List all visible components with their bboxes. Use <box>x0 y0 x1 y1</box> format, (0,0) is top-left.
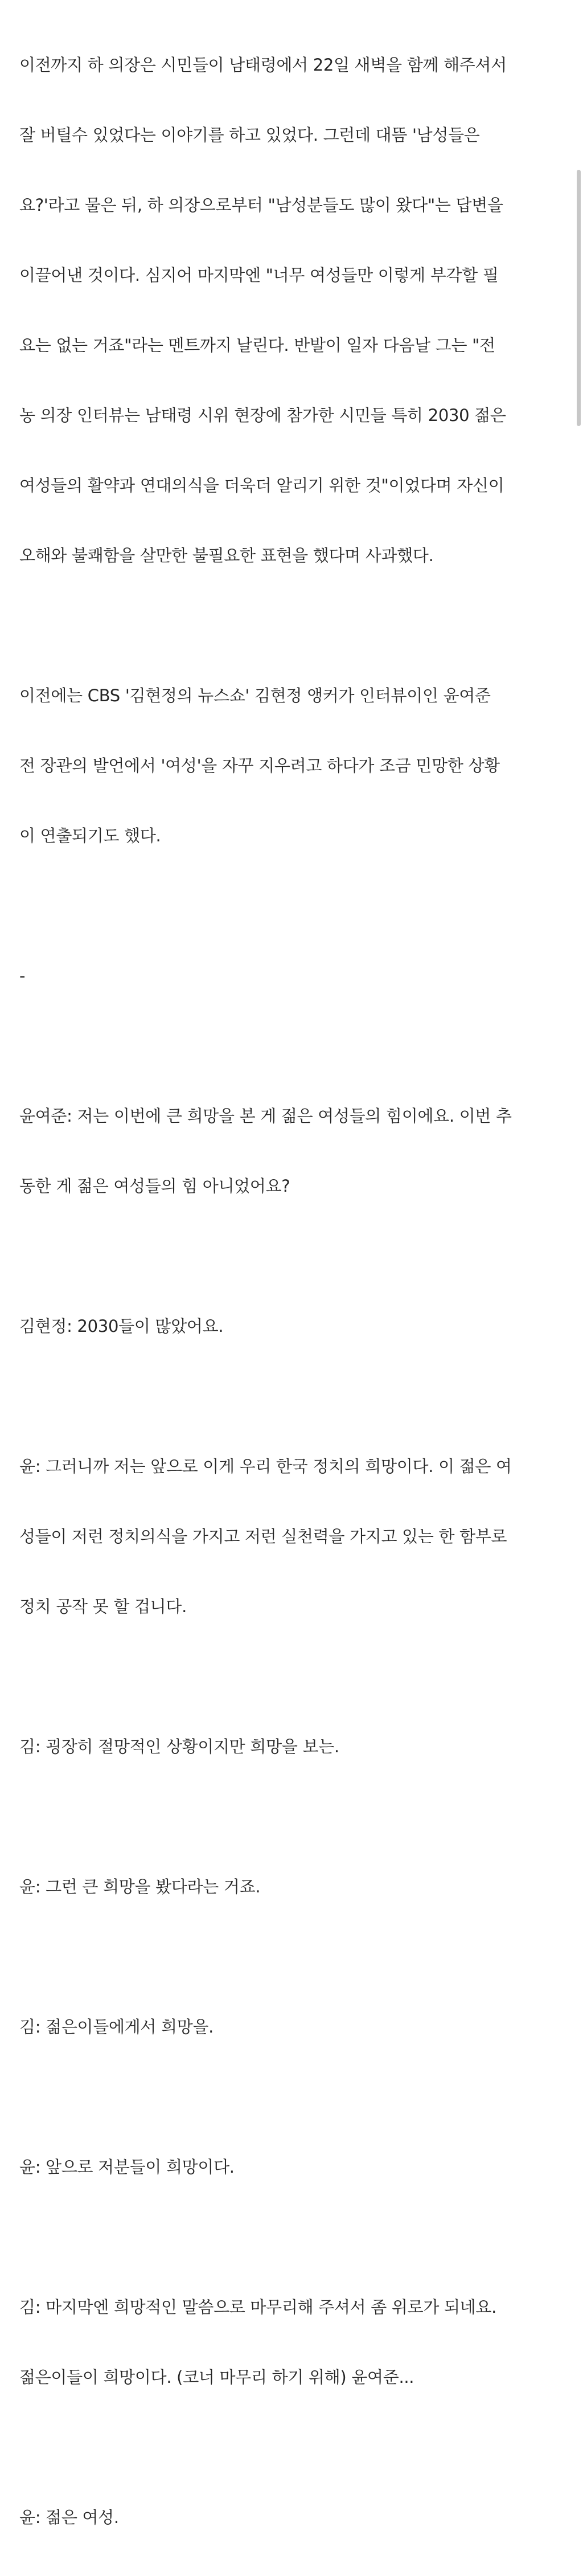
dialogue-line <box>19 2109 560 2226</box>
section-divider <box>19 918 560 1035</box>
dialogue-line <box>19 1969 560 2086</box>
text-line: 이전에는 CBS '김현정의 뉴스쇼' 김현정 앵커가 인터뷰이인 윤여준 <box>19 686 491 705</box>
text-line: 이전까지 하 의장은 시민들이 남태령에서 22일 새벽을 함께 해주셔서 <box>19 55 507 75</box>
paragraph-cbs <box>19 637 560 894</box>
text-line: 전 장관의 발언에서 '여성'을 자꾸 지우려고 하다가 조금 민망한 상황 <box>19 756 500 775</box>
dialogue-line <box>19 1408 560 1665</box>
text-line: 이 연출되기도 했다. <box>19 826 161 845</box>
dialogue-line <box>19 1268 560 1385</box>
text-line: 김현정: 2030들이 많았어요. <box>19 1316 224 1336</box>
text-line: 성들이 저런 정치의식을 가지고 저런 실천력을 가지고 있는 한 함부로 <box>19 1527 507 1546</box>
divider-dash: - <box>19 966 26 986</box>
paragraph-intro <box>19 7 560 614</box>
dialogue-line <box>19 1688 560 1805</box>
text-line: 요는 없는 거죠"라는 멘트까지 날린다. 반발이 일자 다음날 그는 "전 <box>19 336 495 355</box>
scrollbar-thumb[interactable] <box>577 170 581 426</box>
text-line: 윤: 젊은 여성. <box>19 2508 119 2527</box>
article-body <box>19 7 560 2576</box>
text-line: 농 의장 인터뷰는 남태령 시위 현장에 참가한 시민들 특히 2030 젊은 <box>19 406 506 425</box>
text-line: 윤: 그러니까 저는 앞으로 이게 우리 한국 정치의 희망이다. 이 젊은 여 <box>19 1457 512 1476</box>
text-line: 젊은이들이 희망이다. (코너 마무리 하기 위해) 윤여준... <box>19 2368 414 2387</box>
text-line: 윤여준: 저는 이번에 큰 희망을 본 게 젊은 여성들의 힘이에요. 이번 추 <box>19 1106 512 1126</box>
dialogue-line <box>19 2249 560 2436</box>
text-line: 김: 젊은이들에게서 희망을. <box>19 2017 214 2037</box>
dialogue-line <box>19 1058 560 1245</box>
text-line: 이끌어낸 것이다. 심지어 마지막엔 "너무 여성들만 이렇게 부각할 필 <box>19 265 499 285</box>
text-line: 윤: 앞으로 저분들이 희망이다. <box>19 2157 235 2177</box>
text-line: 김: 굉장히 절망적인 상황이지만 희망을 보는. <box>19 1737 339 1756</box>
dialogue-line <box>19 2459 560 2576</box>
text-line: 김: 마지막엔 희망적인 말씀으로 마무리해 주셔서 좀 위로가 되네요. <box>19 2297 497 2317</box>
text-line: 정치 공작 못 할 겁니다. <box>19 1597 187 1616</box>
text-line: 오해와 불쾌함을 살만한 불필요한 표현을 했다며 사과했다. <box>19 546 434 565</box>
text-line: 여성들의 활약과 연대의식을 더욱더 알리기 위한 것"이었다며 자신이 <box>19 476 504 495</box>
text-line: 요?'라고 물은 뒤, 하 의장으로부터 "남성분들도 많이 왔다"는 답변을 <box>19 195 503 215</box>
text-line: 윤: 그런 큰 희망을 봤다라는 거죠. <box>19 1877 261 1896</box>
text-line: 잘 버틸수 있었다는 이야기를 하고 있었다. 그런데 대뜸 '남성들은 <box>19 125 480 145</box>
dialogue-line <box>19 1829 560 1945</box>
vertical-scrollbar[interactable] <box>575 0 581 909</box>
text-line: 동한 게 젊은 여성들의 힘 아니었어요? <box>19 1176 290 1196</box>
